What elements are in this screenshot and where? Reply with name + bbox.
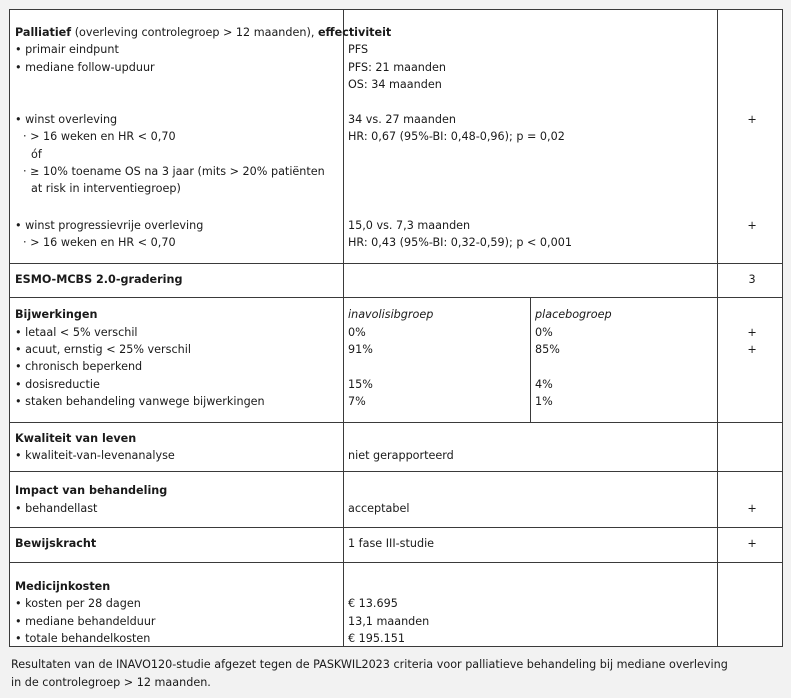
divider bbox=[530, 298, 531, 422]
side-effect-label: • dosisreductie bbox=[15, 378, 100, 391]
os-criterion: at risk in interventiegroep) bbox=[31, 182, 181, 195]
side-effect-label: • staken behandeling vanwege bijwerkingen bbox=[15, 395, 265, 408]
pfs-score: + bbox=[747, 219, 757, 232]
pfs-hr: HR: 0,43 (95%-BI: 0,32-0,59); p < 0,001 bbox=[348, 236, 572, 249]
caption-line: Resultaten van de INAVO120-studie afgezet tegen de PASKWIL2023 criteria voor palliatieve behandeling bij mediane overleving bbox=[11, 658, 728, 671]
side-effect-label: • letaal < 5% verschil bbox=[15, 326, 138, 339]
section-side-effects bbox=[10, 297, 782, 422]
side-effect-placebo: 4% bbox=[535, 378, 553, 391]
divider bbox=[717, 563, 718, 646]
side-effect-label: • acuut, ernstig < 25% verschil bbox=[15, 343, 191, 356]
os-criterion: · ≥ 10% toename OS na 3 jaar (mits > 20% patiënten bbox=[23, 165, 325, 178]
side-effect-intervention: 15% bbox=[348, 378, 373, 391]
pfs-gain-label: • winst progressievrije overleving bbox=[15, 219, 204, 232]
side-effect-score: + bbox=[747, 343, 757, 356]
esmo-label: ESMO-MCBS 2.0-gradering bbox=[15, 273, 183, 286]
divider bbox=[343, 563, 344, 646]
side-effect-placebo: 85% bbox=[535, 343, 560, 356]
primary-endpoint-label: • primair eindpunt bbox=[15, 43, 119, 56]
quality-value: niet gerapporteerd bbox=[348, 449, 454, 462]
evidence-score: + bbox=[747, 537, 757, 550]
cost-label: • totale behandelkosten bbox=[15, 632, 151, 645]
cost-value: € 195.151 bbox=[348, 632, 405, 645]
cost-value: 13,1 maanden bbox=[348, 615, 430, 628]
impact-score: + bbox=[747, 502, 757, 515]
section-treatment-impact bbox=[10, 471, 782, 527]
esmo-score: 3 bbox=[748, 273, 756, 286]
os-value: 34 vs. 27 maanden bbox=[348, 113, 456, 126]
divider bbox=[343, 472, 344, 527]
section-palliative bbox=[10, 10, 782, 263]
side-effect-placebo: 0% bbox=[535, 326, 553, 339]
side-effect-label: • chronisch beperkend bbox=[15, 360, 143, 373]
side-effect-score: + bbox=[747, 326, 757, 339]
pfs-criterion: · > 16 weken en HR < 0,70 bbox=[23, 236, 176, 249]
paskwil-table bbox=[9, 9, 783, 647]
quality-label: • kwaliteit-van-levenanalyse bbox=[15, 449, 175, 462]
side-effect-intervention: 7% bbox=[348, 395, 366, 408]
os-criterion-or: óf bbox=[31, 148, 42, 161]
cost-label: • mediane behandelduur bbox=[15, 615, 156, 628]
side-effects-header: Bijwerkingen bbox=[15, 308, 98, 321]
cost-value: € 13.695 bbox=[348, 597, 398, 610]
followup-os: OS: 34 maanden bbox=[348, 78, 442, 91]
followup-pfs: PFS: 21 maanden bbox=[348, 61, 446, 74]
side-effect-placebo: 1% bbox=[535, 395, 553, 408]
primary-endpoint-value: PFS bbox=[348, 43, 369, 56]
divider bbox=[717, 298, 718, 422]
divider bbox=[343, 10, 344, 263]
quality-header: Kwaliteit van leven bbox=[15, 432, 137, 445]
side-effect-intervention: 91% bbox=[348, 343, 373, 356]
section-quality-of-life bbox=[10, 422, 782, 471]
column-header-intervention: inavolisibgroep bbox=[348, 308, 434, 321]
divider bbox=[717, 528, 718, 562]
divider bbox=[343, 423, 344, 471]
table-caption bbox=[11, 656, 781, 692]
os-score: + bbox=[747, 113, 757, 126]
column-header-placebo: placebogroep bbox=[535, 308, 612, 321]
evidence-label: Bewijskracht bbox=[15, 537, 97, 550]
evidence-value: 1 fase III-studie bbox=[348, 537, 435, 550]
divider bbox=[717, 264, 718, 297]
followup-label: • mediane follow-upduur bbox=[15, 61, 155, 74]
impact-label: • behandellast bbox=[15, 502, 98, 515]
palliative-header: Palliatief (overleving controlegroep > 12 maanden), effectiviteit bbox=[15, 26, 392, 39]
impact-value: acceptabel bbox=[348, 502, 410, 515]
divider bbox=[717, 472, 718, 527]
os-hr: HR: 0,67 (95%-BI: 0,48-0,96); p = 0,02 bbox=[348, 130, 565, 143]
caption-line: in de controlegroep > 12 maanden. bbox=[11, 676, 211, 689]
side-effect-intervention: 0% bbox=[348, 326, 366, 339]
section-drug-costs bbox=[10, 562, 782, 646]
costs-header: Medicijnkosten bbox=[15, 580, 111, 593]
os-gain-label: • winst overleving bbox=[15, 113, 118, 126]
section-esmo bbox=[10, 263, 782, 297]
impact-header: Impact van behandeling bbox=[15, 484, 168, 497]
cost-label: • kosten per 28 dagen bbox=[15, 597, 141, 610]
os-criterion: · > 16 weken en HR < 0,70 bbox=[23, 130, 176, 143]
divider bbox=[343, 528, 344, 562]
pfs-value: 15,0 vs. 7,3 maanden bbox=[348, 219, 471, 232]
divider bbox=[343, 298, 344, 422]
divider bbox=[717, 10, 718, 263]
divider bbox=[343, 264, 344, 297]
section-evidence bbox=[10, 527, 782, 562]
divider bbox=[717, 423, 718, 471]
